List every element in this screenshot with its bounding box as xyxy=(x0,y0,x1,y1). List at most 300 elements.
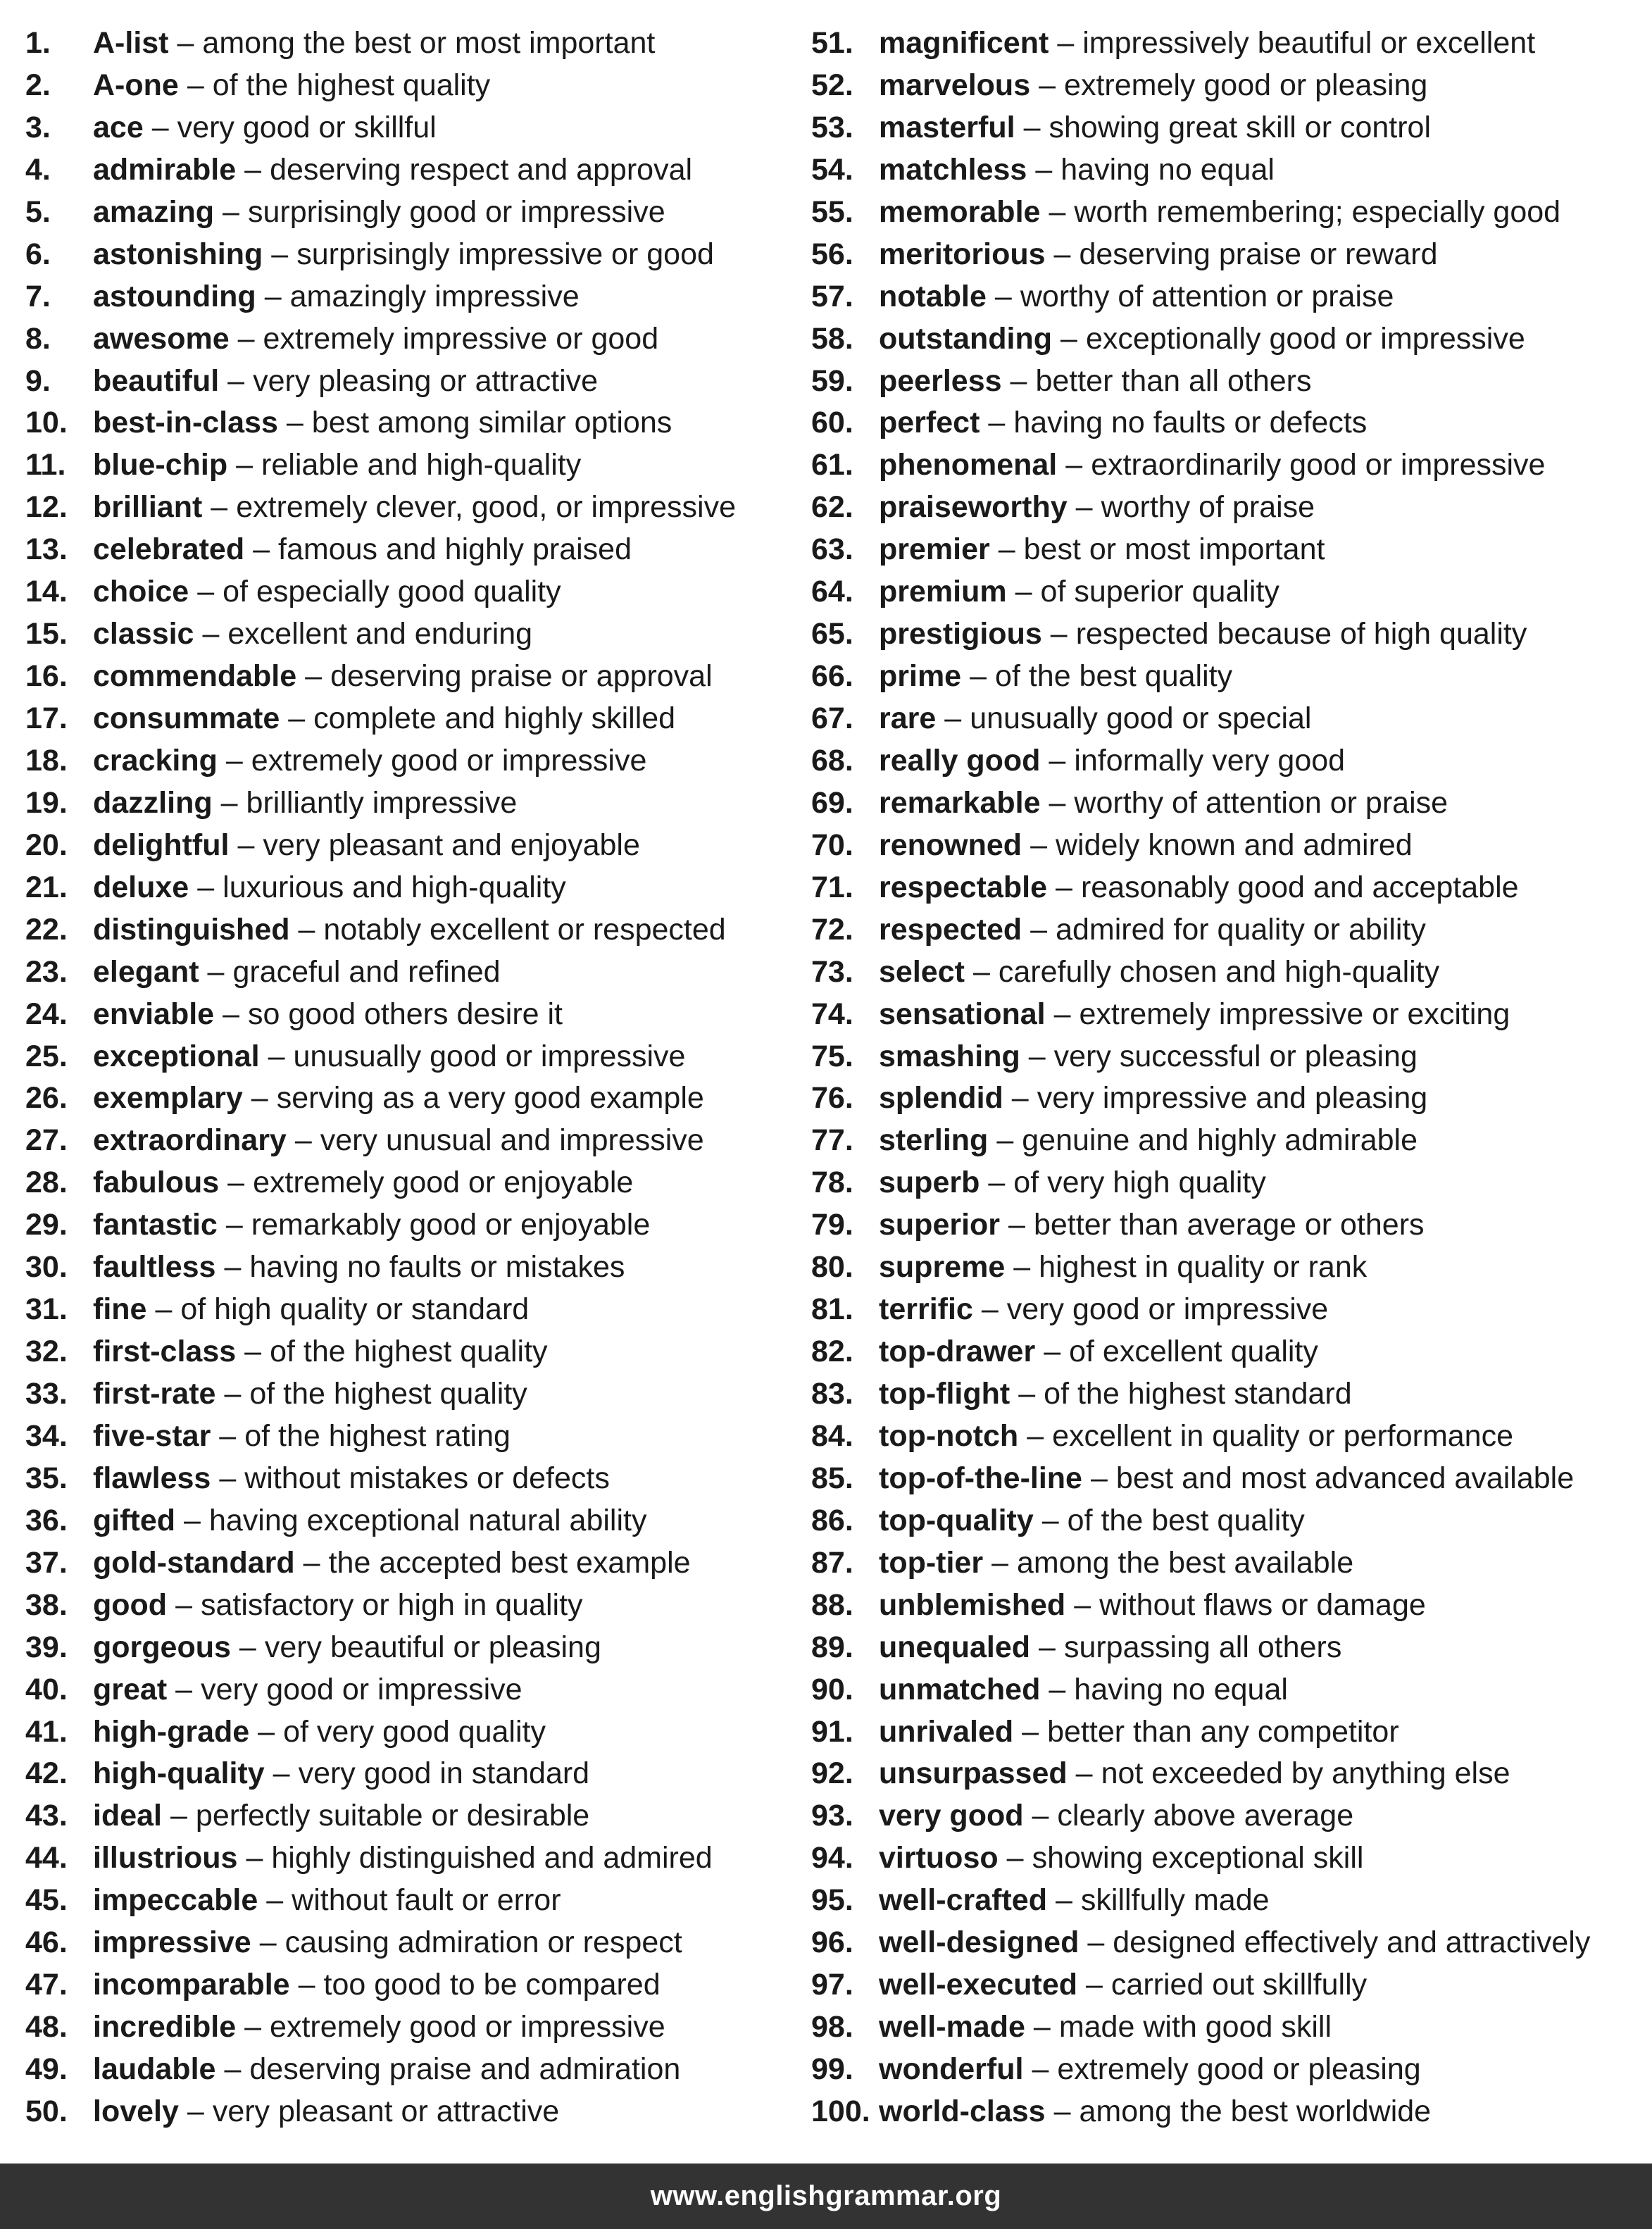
item-definition: of very good quality xyxy=(283,1714,546,1749)
list-item xyxy=(811,1837,1642,1880)
item-definition: luxurious and high-quality xyxy=(223,870,566,904)
item-separator: – xyxy=(268,1039,285,1073)
item-separator: – xyxy=(223,194,239,229)
item-number: 45. xyxy=(25,1883,68,1918)
item-term: select xyxy=(879,954,965,989)
item-definition: surpassing all others xyxy=(1063,1630,1342,1664)
item-separator: – xyxy=(219,1461,237,1495)
item-term: celebrated xyxy=(93,532,245,567)
item-definition: of the highest quality xyxy=(270,1335,548,1369)
item-term: first-class xyxy=(93,1335,237,1369)
item-number: 22. xyxy=(25,912,68,947)
item-definition: very pleasant and enjoyable xyxy=(263,828,640,862)
item-definition: satisfactory or high in quality xyxy=(201,1587,583,1622)
item-separator: – xyxy=(1015,575,1032,609)
item-term: matchless xyxy=(879,152,1027,187)
list-item xyxy=(25,2006,793,2049)
item-definition: too good to be compared xyxy=(323,1968,661,2002)
list-item xyxy=(25,65,793,107)
item-definition: extremely good or enjoyable xyxy=(253,1166,634,1200)
item-definition: very good in standard xyxy=(298,1756,590,1791)
list-item xyxy=(25,1585,793,1627)
word-list-left-column xyxy=(25,23,793,2133)
item-definition: of especially good quality xyxy=(223,575,561,609)
list-item xyxy=(811,1585,1642,1627)
item-number: 43. xyxy=(25,1799,68,1833)
item-separator: – xyxy=(1050,617,1068,651)
item-term: great xyxy=(93,1672,168,1706)
item-number: 39. xyxy=(25,1630,68,1664)
item-separator: – xyxy=(175,1672,193,1706)
item-number: 28. xyxy=(25,1166,68,1200)
item-definition: having exceptional natural ability xyxy=(208,1503,647,1537)
item-separator: – xyxy=(1074,1587,1091,1622)
list-item xyxy=(25,1458,793,1500)
item-separator: – xyxy=(187,68,204,102)
item-number: 92. xyxy=(811,1756,853,1791)
item-separator: – xyxy=(246,1841,263,1875)
item-definition: worth remembering; especially good xyxy=(1074,194,1561,229)
item-separator: – xyxy=(224,1250,242,1285)
item-separator: – xyxy=(1027,1418,1044,1453)
item-number: 9. xyxy=(25,363,51,398)
item-definition: having no faults or mistakes xyxy=(249,1250,625,1285)
list-item xyxy=(811,276,1642,318)
item-definition: carefully chosen and high-quality xyxy=(998,954,1440,989)
item-definition: among the best available xyxy=(1017,1545,1354,1580)
item-number: 85. xyxy=(811,1461,853,1495)
item-number: 6. xyxy=(25,237,51,271)
list-item xyxy=(811,2091,1642,2133)
item-term: superb xyxy=(879,1166,980,1200)
item-number: 58. xyxy=(811,321,853,356)
list-item xyxy=(811,1458,1642,1500)
item-separator: – xyxy=(1023,110,1041,144)
list-item xyxy=(811,1880,1642,1922)
item-number: 19. xyxy=(25,785,68,820)
item-number: 16. xyxy=(25,659,68,694)
item-separator: – xyxy=(1049,743,1066,778)
item-number: 83. xyxy=(811,1377,853,1411)
item-number: 59. xyxy=(811,363,853,398)
item-definition: not exceeded by anything else xyxy=(1101,1756,1510,1791)
item-number: 93. xyxy=(811,1799,853,1833)
item-term: dazzling xyxy=(93,785,213,820)
item-number: 3. xyxy=(25,110,51,144)
item-number: 40. xyxy=(25,1672,68,1706)
item-definition: genuine and highly admirable xyxy=(1022,1123,1418,1158)
item-separator: – xyxy=(187,2094,204,2128)
item-term: top-drawer xyxy=(879,1335,1036,1369)
item-term: classic xyxy=(93,617,194,651)
item-number: 48. xyxy=(25,2010,68,2044)
item-separator: – xyxy=(298,912,315,947)
item-number: 46. xyxy=(25,1925,68,1960)
item-term: choice xyxy=(93,575,189,609)
item-number: 84. xyxy=(811,1418,853,1453)
item-definition: of superior quality xyxy=(1040,575,1279,609)
item-term: astonishing xyxy=(93,237,263,271)
item-separator: – xyxy=(236,448,254,482)
item-term: incredible xyxy=(93,2010,237,2044)
item-definition: showing great skill or control xyxy=(1049,110,1432,144)
item-number: 69. xyxy=(811,785,853,820)
item-definition: without flaws or damage xyxy=(1099,1587,1426,1622)
item-definition: highest in quality or rank xyxy=(1039,1250,1368,1285)
list-item xyxy=(811,1711,1642,1754)
item-term: gold-standard xyxy=(93,1545,295,1580)
item-separator: – xyxy=(988,406,1006,440)
item-separator: – xyxy=(177,26,194,60)
item-definition: among the best worldwide xyxy=(1079,2094,1432,2128)
item-term: lovely xyxy=(93,2094,179,2128)
item-separator: – xyxy=(202,617,220,651)
item-definition: very pleasant or attractive xyxy=(212,2094,560,2128)
item-separator: – xyxy=(1086,1968,1103,2002)
item-term: fantastic xyxy=(93,1208,218,1242)
list-item xyxy=(811,994,1642,1036)
item-separator: – xyxy=(184,1503,201,1537)
item-number: 36. xyxy=(25,1503,68,1537)
item-separator: – xyxy=(239,1630,256,1664)
item-term: distinguished xyxy=(93,912,290,947)
list-item xyxy=(25,1078,793,1120)
item-definition: causing admiration or respect xyxy=(284,1925,682,1960)
list-item xyxy=(811,656,1642,698)
item-definition: of the highest quality xyxy=(212,68,491,102)
item-number: 20. xyxy=(25,828,68,862)
item-number: 53. xyxy=(811,110,853,144)
item-number: 4. xyxy=(25,152,51,187)
item-number: 29. xyxy=(25,1208,68,1242)
item-number: 27. xyxy=(25,1123,68,1158)
item-number: 87. xyxy=(811,1545,853,1580)
item-separator: – xyxy=(1006,1841,1024,1875)
item-definition: remarkably good or enjoyable xyxy=(251,1208,651,1242)
item-number: 72. xyxy=(811,912,853,947)
list-item xyxy=(25,782,793,825)
item-term: flawless xyxy=(93,1461,211,1495)
item-definition: better than any competitor xyxy=(1047,1714,1399,1749)
item-number: 96. xyxy=(811,1925,853,1960)
item-term: cracking xyxy=(93,743,218,778)
list-item xyxy=(811,951,1642,994)
item-definition: very good or impressive xyxy=(1006,1292,1329,1327)
item-separator: – xyxy=(1065,448,1083,482)
item-separator: – xyxy=(251,1081,268,1116)
list-item xyxy=(25,192,793,234)
item-separator: – xyxy=(197,870,215,904)
list-item xyxy=(811,1795,1642,1837)
item-number: 63. xyxy=(811,532,853,567)
item-term: top-notch xyxy=(879,1418,1019,1453)
footer-bar xyxy=(0,2164,1652,2229)
list-item xyxy=(25,444,793,487)
item-term: first-rate xyxy=(93,1377,216,1411)
list-item xyxy=(811,825,1642,867)
item-separator: – xyxy=(1053,237,1071,271)
item-definition: better than all others xyxy=(1035,363,1312,398)
item-number: 33. xyxy=(25,1377,68,1411)
item-term: well-executed xyxy=(879,1968,1077,2002)
item-term: well-made xyxy=(879,2010,1025,2044)
item-term: praiseworthy xyxy=(879,490,1068,525)
list-item xyxy=(25,1289,793,1331)
list-item xyxy=(25,1753,793,1795)
list-item xyxy=(25,1627,793,1669)
list-item xyxy=(25,1416,793,1458)
item-definition: very impressive and pleasing xyxy=(1037,1081,1428,1116)
list-item xyxy=(811,571,1642,613)
list-item xyxy=(811,65,1642,107)
item-term: unrivaled xyxy=(879,1714,1014,1749)
item-term: unblemished xyxy=(879,1587,1066,1622)
item-number: 97. xyxy=(811,1968,853,2002)
item-term: rare xyxy=(879,701,937,735)
item-term: magnificent xyxy=(879,26,1049,60)
list-item xyxy=(25,867,793,909)
item-term: prestigious xyxy=(879,617,1042,651)
item-separator: – xyxy=(994,279,1012,313)
item-separator: – xyxy=(244,1335,262,1369)
item-definition: widely known and admired xyxy=(1056,828,1413,862)
list-item xyxy=(25,2049,793,2091)
item-number: 51. xyxy=(811,26,853,60)
list-item xyxy=(811,782,1642,825)
item-number: 62. xyxy=(811,490,853,525)
list-item xyxy=(25,1880,793,1922)
item-separator: – xyxy=(991,1545,1009,1580)
item-separator: – xyxy=(972,954,990,989)
item-separator: – xyxy=(1022,1714,1039,1749)
item-number: 34. xyxy=(25,1418,68,1453)
item-separator: – xyxy=(227,363,245,398)
item-separator: – xyxy=(970,659,987,694)
list-item xyxy=(811,402,1642,444)
list-item xyxy=(25,234,793,276)
list-item xyxy=(811,909,1642,951)
item-term: sterling xyxy=(879,1123,989,1158)
item-term: very good xyxy=(879,1799,1024,1833)
item-number: 76. xyxy=(811,1081,853,1116)
item-separator: – xyxy=(1008,1208,1025,1242)
list-item xyxy=(811,1289,1642,1331)
item-definition: showing exceptional skill xyxy=(1032,1841,1364,1875)
item-term: ace xyxy=(93,110,144,144)
list-item xyxy=(811,1416,1642,1458)
item-number: 23. xyxy=(25,954,68,989)
item-term: elegant xyxy=(93,954,199,989)
list-item xyxy=(25,1542,793,1585)
item-number: 49. xyxy=(25,2052,68,2086)
item-number: 50. xyxy=(25,2094,68,2128)
list-item xyxy=(25,571,793,613)
item-separator: – xyxy=(273,1756,290,1791)
list-item xyxy=(25,1837,793,1880)
item-term: well-crafted xyxy=(879,1883,1047,1918)
item-definition: excellent and enduring xyxy=(227,617,533,651)
item-term: illustrious xyxy=(93,1841,238,1875)
list-item xyxy=(811,1120,1642,1162)
item-term: perfect xyxy=(879,406,980,440)
item-separator: – xyxy=(294,1123,312,1158)
list-item xyxy=(811,23,1642,65)
item-term: delightful xyxy=(93,828,230,862)
item-number: 32. xyxy=(25,1335,68,1369)
item-separator: – xyxy=(227,1166,245,1200)
item-definition: extremely good or pleasing xyxy=(1064,68,1428,102)
item-definition: excellent in quality or performance xyxy=(1052,1418,1514,1453)
item-separator: – xyxy=(298,1968,315,2002)
item-term: impressive xyxy=(93,1925,251,1960)
item-separator: – xyxy=(220,785,238,820)
item-term: good xyxy=(93,1587,168,1622)
item-number: 61. xyxy=(811,448,853,482)
item-number: 91. xyxy=(811,1714,853,1749)
item-term: consummate xyxy=(93,701,280,735)
item-term: virtuoso xyxy=(879,1841,999,1875)
list-item xyxy=(25,951,793,994)
item-separator: – xyxy=(1053,2094,1071,2128)
item-separator: – xyxy=(253,532,270,567)
item-number: 95. xyxy=(811,1883,853,1918)
list-item xyxy=(811,529,1642,571)
item-number: 41. xyxy=(25,1714,68,1749)
list-item xyxy=(811,1247,1642,1289)
item-number: 13. xyxy=(25,532,68,567)
item-separator: – xyxy=(223,997,240,1031)
item-number: 25. xyxy=(25,1039,68,1073)
list-item xyxy=(811,487,1642,529)
item-number: 64. xyxy=(811,575,853,609)
item-definition: exceptionally good or impressive xyxy=(1085,321,1525,356)
item-term: best-in-class xyxy=(93,406,278,440)
item-number: 31. xyxy=(25,1292,68,1327)
item-definition: serving as a very good example xyxy=(276,1081,704,1116)
item-definition: the accepted best example xyxy=(328,1545,691,1580)
item-definition: surprisingly good or impressive xyxy=(247,194,665,229)
list-item xyxy=(811,1373,1642,1416)
list-item xyxy=(811,1542,1642,1585)
list-item xyxy=(811,444,1642,487)
item-separator: – xyxy=(1039,1630,1056,1664)
item-separator: – xyxy=(219,1418,237,1453)
footer-url[interactable]: www.englishgrammar.org xyxy=(650,2180,1002,2211)
item-term: remarkable xyxy=(879,785,1041,820)
item-definition: extremely clever, good, or impressive xyxy=(236,490,736,525)
item-definition: surprisingly impressive or good xyxy=(296,237,714,271)
item-term: meritorious xyxy=(879,237,1046,271)
item-number: 7. xyxy=(25,279,51,313)
item-term: world-class xyxy=(879,2094,1046,2128)
item-definition: without mistakes or defects xyxy=(244,1461,610,1495)
item-definition: very beautiful or pleasing xyxy=(264,1630,601,1664)
item-definition: unusually good or special xyxy=(970,701,1312,735)
item-separator: – xyxy=(155,1292,173,1327)
item-term: unequaled xyxy=(879,1630,1031,1664)
item-term: commendable xyxy=(93,659,297,694)
list-item xyxy=(811,107,1642,149)
item-term: high-quality xyxy=(93,1756,265,1791)
item-number: 2. xyxy=(25,68,51,102)
item-separator: – xyxy=(1049,194,1066,229)
item-definition: admired for quality or ability xyxy=(1056,912,1426,947)
list-item xyxy=(25,1373,793,1416)
item-number: 1. xyxy=(25,26,51,60)
item-definition: very successful or pleasing xyxy=(1053,1039,1418,1073)
item-term: A-one xyxy=(93,68,179,102)
list-item xyxy=(811,1331,1642,1373)
item-separator: – xyxy=(944,701,962,735)
item-term: top-flight xyxy=(879,1377,1010,1411)
item-number: 37. xyxy=(25,1545,68,1580)
item-number: 86. xyxy=(811,1503,853,1537)
list-item xyxy=(811,867,1642,909)
item-term: notable xyxy=(879,279,987,313)
item-number: 12. xyxy=(25,490,68,525)
item-number: 78. xyxy=(811,1166,853,1200)
list-item xyxy=(25,529,793,571)
item-separator: – xyxy=(1018,1377,1036,1411)
item-definition: famous and highly praised xyxy=(278,532,632,567)
item-term: exceptional xyxy=(93,1039,260,1073)
list-item xyxy=(811,1922,1642,1964)
item-number: 65. xyxy=(811,617,853,651)
item-number: 81. xyxy=(811,1292,853,1327)
item-number: 21. xyxy=(25,870,68,904)
item-definition: impressively beautiful or excellent xyxy=(1082,26,1536,60)
item-number: 42. xyxy=(25,1756,68,1791)
item-term: impeccable xyxy=(93,1883,258,1918)
item-number: 10. xyxy=(25,406,68,440)
item-term: terrific xyxy=(879,1292,973,1327)
item-separator: – xyxy=(258,1714,275,1749)
item-definition: informally very good xyxy=(1074,743,1346,778)
item-term: masterful xyxy=(879,110,1015,144)
item-definition: extraordinarily good or impressive xyxy=(1091,448,1546,482)
item-definition: having no equal xyxy=(1060,152,1275,187)
item-term: amazing xyxy=(93,194,215,229)
item-separator: – xyxy=(264,279,282,313)
list-item xyxy=(25,909,793,951)
item-term: unsurpassed xyxy=(879,1756,1068,1791)
item-separator: – xyxy=(175,1587,192,1622)
item-separator: – xyxy=(1032,1799,1049,1833)
list-item xyxy=(25,613,793,656)
item-number: 71. xyxy=(811,870,853,904)
item-definition: worthy of attention or praise xyxy=(1020,279,1394,313)
item-term: five-star xyxy=(93,1418,211,1453)
item-separator: – xyxy=(237,321,255,356)
list-item xyxy=(811,1036,1642,1078)
item-separator: – xyxy=(266,1883,284,1918)
item-term: top-of-the-line xyxy=(879,1461,1082,1495)
item-separator: – xyxy=(224,1377,242,1411)
item-definition: best among similar options xyxy=(311,406,672,440)
item-definition: reliable and high-quality xyxy=(261,448,582,482)
list-item xyxy=(811,192,1642,234)
item-definition: deserving praise or reward xyxy=(1079,237,1438,271)
item-definition: of very high quality xyxy=(1013,1166,1266,1200)
item-definition: deserving praise or approval xyxy=(330,659,713,694)
item-term: sensational xyxy=(879,997,1046,1031)
list-item xyxy=(25,1036,793,1078)
item-term: really good xyxy=(879,743,1041,778)
item-separator: – xyxy=(1075,490,1093,525)
list-item xyxy=(25,994,793,1036)
list-item xyxy=(25,361,793,403)
item-number: 8. xyxy=(25,321,51,356)
